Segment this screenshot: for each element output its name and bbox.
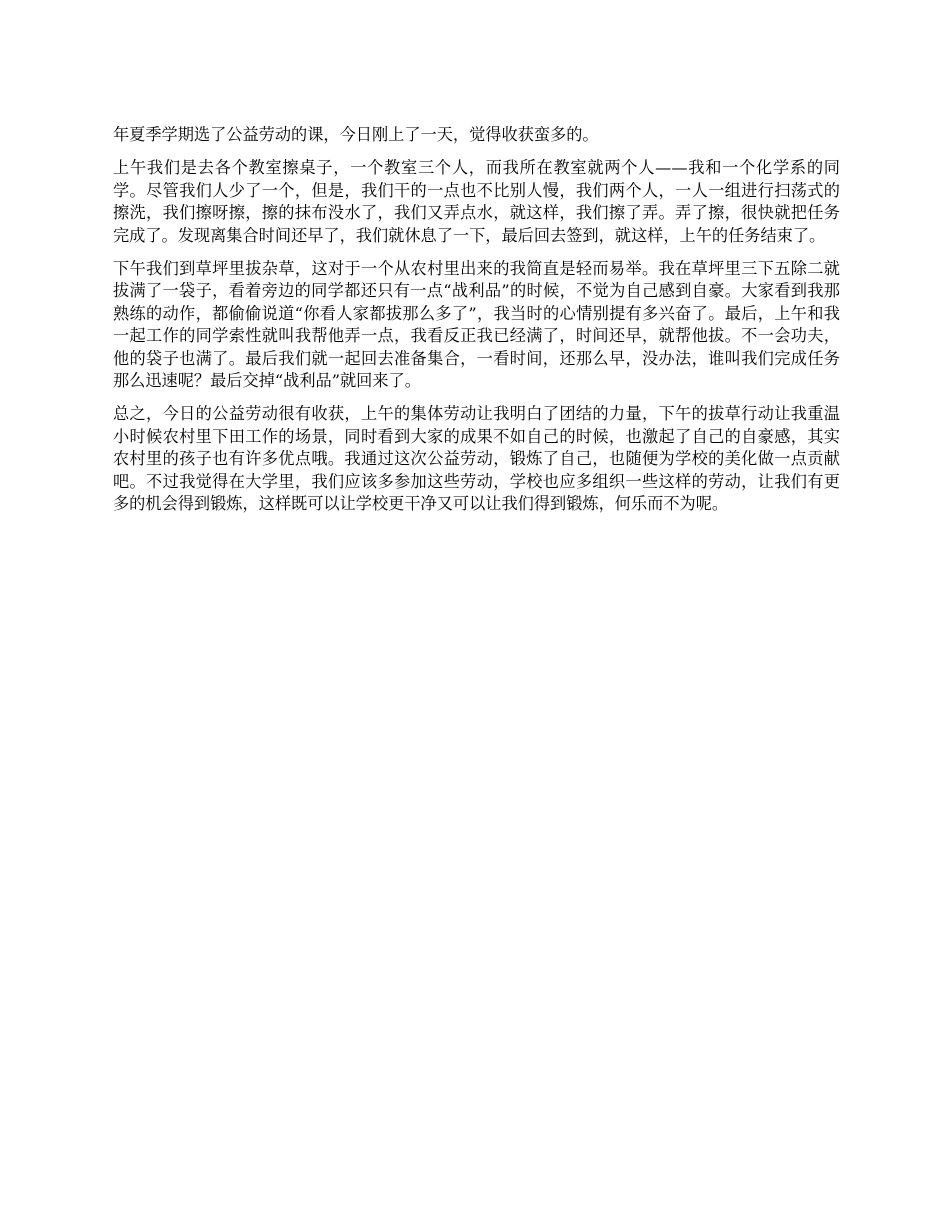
- paragraph-summary: 总之，今日的公益劳动很有收获，上午的集体劳动让我明白了团结的力量，下午的拔草行动让我重温小时候农村里下田工作的场景，同时看到大家的成果不如自己的时候，也激起了自己的自豪感，其实农村里的孩子也有许多优点哦。我通过这次公益劳动，锻炼了自己，也随便为学校的美化做一点贡献吧。不过我觉得在大学里，我们应该多参加这些劳动，学校也应多组织一些这样的劳动，让我们有更多的机会得到锻炼，这样既可以让学校更干净又可以让我们得到锻炼，何乐而不为呢。: [113, 404, 840, 514]
- paragraph-afternoon: 下午我们到草坪里拔杂草，这对于一个从农村里出来的我简直是轻而易举。我在草坪里三下五除二就拔满了一袋子，看着旁边的同学都还只有一点“战利品”的时候，不觉为自己感到自豪。大家看到我那熟练的动作，都偷偷说道“你看人家都拔那么多了”，我当时的心情别提有多兴奋了。最后，上午和我一起工作的同学索性就叫我帮他弄一点，我看反正我已经满了，时间还早，就帮他拔。不一会功夫，他的袋子也满了。最后我们就一起回去准备集合，一看时间，还那么早，没办法，谁叫我们完成任务那么迅速呢？最后交掉“战利品”就回来了。: [113, 259, 840, 391]
- paragraph-morning: 上午我们是去各个教室擦桌子，一个教室三个人，而我所在教室就两个人——我和一个化学系的同学。尽管我们人少了一个，但是，我们干的一点也不比别人慢，我们两个人，一人一组进行扫荡式的擦洗，我们擦呀擦，擦的抹布没水了，我们又弄点水，就这样，我们擦了弄。弄了擦，很快就把任务完成了。发现离集合时间还早了，我们就休息了一下，最后回去签到，就这样，上午的任务结束了。: [113, 158, 840, 245]
- paragraph-intro: 年夏季学期选了公益劳动的课，今日刚上了一天，觉得收获蛮多的。: [113, 125, 599, 144]
- document-page: [113, 124, 840, 527]
